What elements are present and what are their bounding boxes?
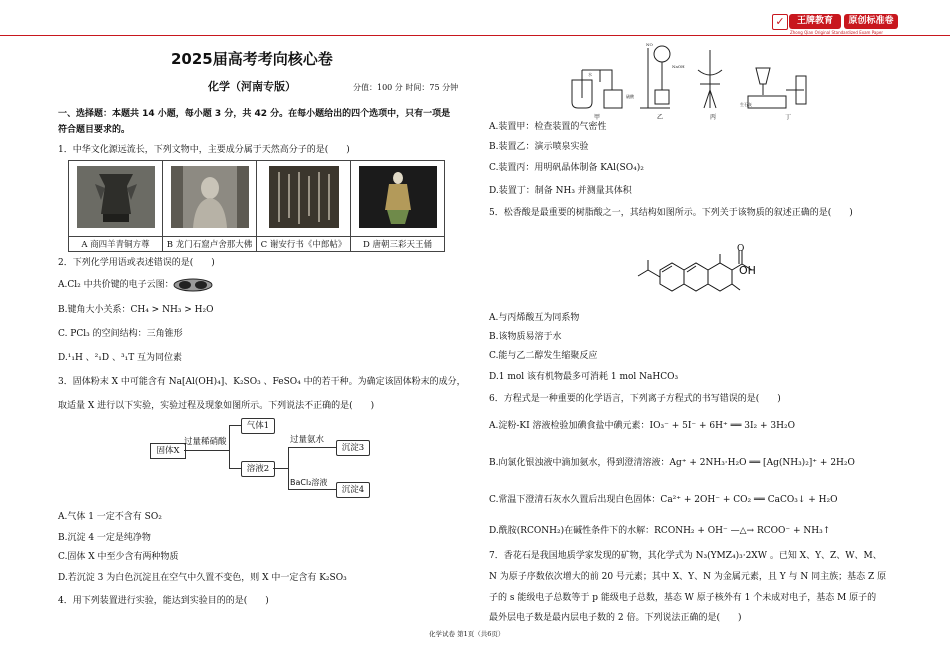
svg-text:水: 水 bbox=[588, 72, 592, 77]
page-title: 2025届高考考向核心卷 bbox=[171, 50, 333, 68]
q3-stem: 3．固体粉末 X 中可能含有 Na[Al(OH)₄]、K₂SO₃ 、FeSO₄ 中的若干种。为确定该固体粉末的成分， bbox=[58, 377, 466, 387]
q4-option-c: C.装置丙：用明矾晶体制备 KAl(SO₄)₂ bbox=[489, 163, 644, 173]
structure-oh-label: OH bbox=[739, 264, 756, 277]
q1-option-a: A 商四羊青铜方尊 bbox=[69, 237, 163, 252]
flow-precipitate-3: 沉淀3 bbox=[336, 440, 370, 456]
apparatus-label-ding: 丁 bbox=[785, 114, 792, 121]
svg-text:NaOH: NaOH bbox=[672, 64, 685, 69]
header-rule bbox=[0, 35, 950, 36]
q4-option-d: D.装置丁：制备 NH₃ 并测量其体积 bbox=[489, 186, 632, 196]
q2-option-a: A.Cl₂ 中共价键的电子云图： bbox=[58, 280, 174, 290]
q3-option-d: D.若沉淀 3 为白色沉淀且在空气中久置不变色，则 X 中一定含有 K₂SO₃ bbox=[58, 573, 347, 583]
q2-stem: 2．下列化学用语或表述错误的是( ) bbox=[58, 258, 215, 268]
q3-stem-cont: 取适量 X 进行以下实验，实验过程及现象如图所示。下列说法不正确的是( ) bbox=[58, 401, 375, 411]
q6-option-a: A.淀粉-KI 溶液检验加碘食盐中碘元素：IO₃⁻ + 5I⁻ + 6H⁺ ══ 3I₂ + 3H₂O bbox=[489, 421, 795, 431]
flow-precipitate-4: 沉淀4 bbox=[336, 482, 370, 498]
q5-option-c: C.能与乙二醇发生缩聚反应 bbox=[489, 351, 598, 361]
q5-option-a: A.与丙烯酸互为同系物 bbox=[489, 313, 580, 323]
flow-reagent-ammonia: 过量氨水 bbox=[290, 435, 325, 445]
svg-text:硫酸: 硫酸 bbox=[626, 94, 634, 99]
q6-option-d: D.酰胺(RCONH₂)在碱性条件下的水解：RCONH₂ + OH⁻ —△→ RCOO⁻ + NH₃↑ bbox=[489, 526, 831, 536]
flow-reagent-bacl2: BaCl₂溶液 bbox=[290, 478, 328, 487]
flow-solid-x: 固体X bbox=[150, 443, 186, 459]
q3-option-b: B.沉淀 4 一定是纯净物 bbox=[58, 533, 151, 543]
svg-text:生石灰: 生石灰 bbox=[740, 102, 752, 107]
q1-stem: 1．中华文化源远流长，下列文物中，主要成分属于天然高分子的是( ) bbox=[58, 145, 350, 155]
q4-stem: 4．用下列装置进行实验，能达到实验目的的是( ) bbox=[58, 596, 269, 606]
bronze-vessel-image bbox=[77, 166, 155, 228]
buddha-statue-image bbox=[171, 166, 249, 228]
q4-apparatus-figure bbox=[560, 40, 810, 115]
flow-reagent-nitric: 过量稀硝酸 bbox=[184, 437, 227, 447]
q2-option-c: C. PCl₃ 的空间结构：三角锥形 bbox=[58, 329, 183, 339]
abietic-acid-structure bbox=[630, 232, 790, 298]
q1-artifact-table bbox=[68, 160, 445, 252]
q5-stem: 5．松香酸是最重要的树脂酸之一，其结构如图所示。下列关于该物质的叙述正确的是( ) bbox=[489, 208, 853, 218]
q6-stem: 6．方程式是一种重要的化学语言，下列离子方程式的书写错误的是( ) bbox=[489, 394, 781, 404]
structure-o-label: O bbox=[737, 244, 745, 254]
q3-option-c: C.固体 X 中至少含有两种物质 bbox=[58, 552, 179, 562]
q4-option-b: B.装置乙：演示喷泉实验 bbox=[489, 142, 589, 152]
publisher-logo bbox=[772, 12, 900, 34]
q5-option-b: B.该物质易溶于水 bbox=[489, 332, 562, 342]
q7-line-1: 7．香花石是我国地质学家发现的矿物，其化学式为 N₃(YMZ₄)₃·2XW 。已知 X、Y、Z、W、M、 bbox=[489, 551, 882, 561]
q1-option-b: B 龙门石窟卢舍那大佛 bbox=[163, 237, 257, 252]
q6-option-c: C.常温下澄清石灰水久置后出现白色固体：Ca²⁺ + 2OH⁻ + CO₂ ══ CaCO₃↓ + H₂O bbox=[489, 495, 838, 505]
logo-brand: 王牌教育 bbox=[789, 14, 841, 29]
checkmark-icon: ✓ bbox=[772, 14, 788, 30]
apparatus-label-bing: 丙 bbox=[710, 114, 717, 121]
logo-subtitle: Zhong Qian Original Standardized Exam Paper bbox=[790, 30, 884, 35]
q5-option-d: D.1 mol 该有机物最多可消耗 1 mol NaHCO₃ bbox=[489, 372, 679, 382]
q7-line-2: N 为原子序数依次增大的前 20 号元素；其中 X、Y、N 为金属元素，且 Y 与 N 同主族；基态 Z 原 bbox=[489, 572, 887, 582]
svg-text:NO: NO bbox=[646, 42, 653, 47]
q7-line-3: 子的 s 能级电子总数等于 p 能级电子总数，基态 W 原子核外有 1 个未成对电子，基态 M 原子的 bbox=[489, 593, 877, 603]
q3-option-a: A.气体 1 一定不含有 SO₂ bbox=[58, 512, 162, 522]
q4-option-a: A.装置甲：检查装置的气密性 bbox=[489, 122, 607, 132]
q6-option-b: B.向氯化银浊液中滴加氨水，得到澄清溶液：Ag⁺ + 2NH₃·H₂O ══ [Ag(NH₃)₂]⁺ + 2H₂O bbox=[489, 458, 855, 468]
apparatus-label-jia: 甲 bbox=[594, 114, 601, 121]
calligraphy-image bbox=[265, 166, 343, 228]
score-time: 分值：100 分 时间：75 分钟 bbox=[353, 83, 459, 92]
flow-gas-1: 气体1 bbox=[241, 418, 275, 434]
section-heading-cont: 符合题目要求的。 bbox=[58, 125, 131, 135]
q2-option-b: B.键角大小关系：CH₄ > NH₃ > H₂O bbox=[58, 305, 214, 315]
electron-cloud-icon bbox=[173, 278, 213, 292]
tricolor-figurine-image bbox=[359, 166, 437, 228]
section-heading: 一、选择题：本题共 14 小题，每小题 3 分，共 42 分。在每小题给出的四个选项中，只有一项是 bbox=[58, 109, 451, 119]
q1-option-c: C 谢安行书《中郎帖》 bbox=[257, 237, 351, 252]
subject-title: 化学（河南专版） bbox=[208, 80, 296, 93]
page-footer: 化学试卷 第1页（共6页） bbox=[429, 630, 505, 638]
q1-option-d: D 唐朝三彩天王俑 bbox=[351, 237, 445, 252]
flow-solution-2: 溶液2 bbox=[241, 461, 275, 477]
apparatus-label-yi: 乙 bbox=[657, 114, 664, 121]
q7-line-4: 最外层电子数是最内层电子数的 2 倍。下列说法正确的是( ) bbox=[489, 613, 742, 623]
logo-tag: 原创标准卷 bbox=[844, 14, 898, 29]
q2-option-d: D.¹₁H 、²₁D 、³₁T 互为同位素 bbox=[58, 353, 183, 363]
